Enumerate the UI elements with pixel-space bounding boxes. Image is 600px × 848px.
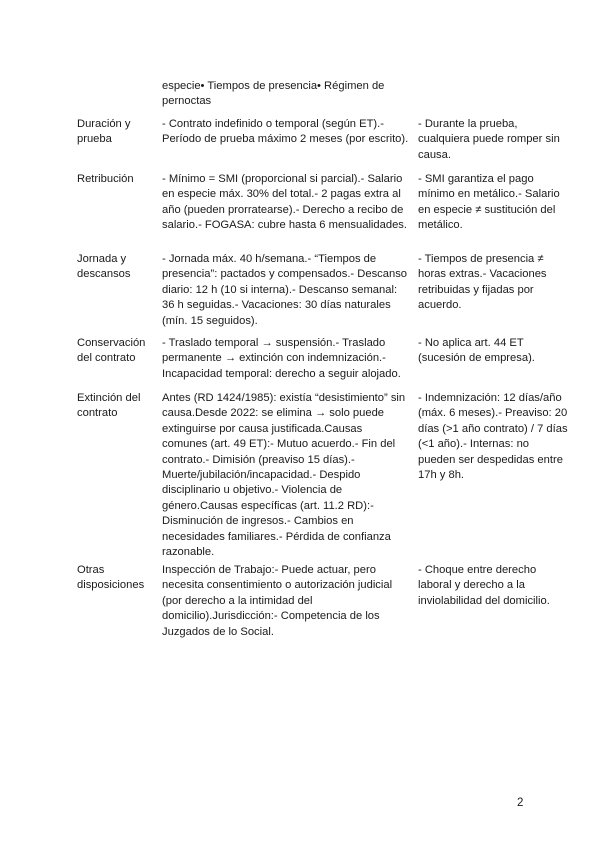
row-notes: - Choque entre derecho laboral y derecho a la inviolabilidad del domicilio. xyxy=(418,564,550,607)
row-label: Jornada y descansos xyxy=(77,253,131,281)
row-content: - Jornada máx. 40 h/semana.- “Tiempos de presencia”: pactados y compensados.- Descanso diario: 12 h (10 si interna).- Descanso semanal: 36 h seguidas.- Vacaciones: 30 días naturales (mín. 15 seguidos). xyxy=(162,253,408,327)
row-label: Retribución xyxy=(77,173,134,185)
row-label: Conservación del contrato xyxy=(77,337,146,365)
row-label: Extinción del contrato xyxy=(77,392,141,420)
page-number: 2 xyxy=(517,797,524,809)
row-content: - Traslado temporal → suspensión.- Traslado permanente → extinción con indemnización.- Incapacidad temporal: derecho a seguir alojado. xyxy=(162,337,401,380)
row-label: Otras disposiciones xyxy=(77,564,145,592)
row-notes: - SMI garantiza el pago mínimo en metálico.- Salario en especie ≠ sustitución del metálico. xyxy=(418,173,560,232)
row-content: - Contrato indefinido o temporal (según ET).- Período de prueba máximo 2 meses (por escrito). xyxy=(162,118,409,146)
row-notes: - Tiempos de presencia ≠ horas extras.- Vacaciones retribuidas y fijadas por acuerdo. xyxy=(418,253,547,312)
row-notes: - Durante la prueba, cualquiera puede romper sin causa. xyxy=(418,118,560,161)
row-content: Antes (RD 1424/1985): existía “desistimiento” sin causa.Desde 2022: se elimina → solo puede extinguirse por causa justificada.Causas comunes (art. 49 ET):- Mutuo acuerdo.- Fin del contrato.- Dimisión (preaviso 15 días).- Muerte/jubilación/incapacidad.- Despido disciplinario u objetivo.- Violencia de género.Causas específicas (art. 11.2 RD):- Disminución de ingresos.- Cambios en necesidades familiares.- Pérdida de confianza razonable. xyxy=(162,392,406,559)
row-label: Duración y prueba xyxy=(77,118,131,146)
row-content: - Mínimo = SMI (proporcional si parcial).- Salario en especie máx. 30% del total.- 2 pagas extra al año (pueden prorratearse).- Derecho a recibo de salario.- FOGASA: cubre hasta 6 mensualidades. xyxy=(162,173,407,232)
row-content: Inspección de Trabajo:- Puede actuar, pero necesita consentimiento o autorización judicial (por derecho a la intimidad del domicilio).Jurisdicción:- Competencia de los Juzgados de lo Social. xyxy=(162,564,393,638)
row-notes: - No aplica art. 44 ET (sucesión de empresa). xyxy=(418,337,535,365)
row-notes: - Indemnización: 12 días/año (máx. 6 meses).- Preaviso: 20 días (>1 año contrato) / 7 días (<1 año).- Internas: no pueden ser despedidas entre 17h y 8h. xyxy=(418,392,568,482)
continued-cell-text: especie• Tiempos de presencia• Régimen de pernoctas xyxy=(162,80,385,108)
